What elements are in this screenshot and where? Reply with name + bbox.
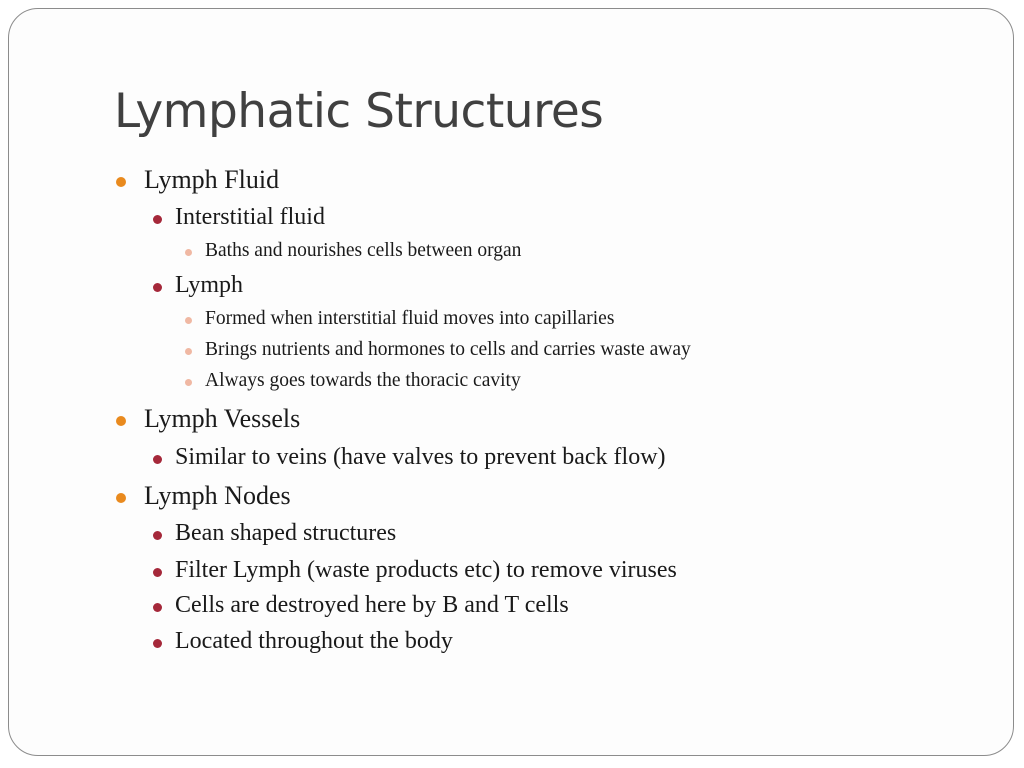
bullet-text: Similar to veins (have valves to prevent back flow) xyxy=(175,444,666,470)
bullet-dot-icon xyxy=(185,348,192,355)
bullet-dot-icon xyxy=(153,603,162,612)
bullet-dot-icon xyxy=(116,416,126,426)
bullet-dot-icon xyxy=(116,177,126,187)
bullet-item-filter-lymph xyxy=(175,557,677,584)
bullet-text: Brings nutrients and hormones to cells and carries waste away xyxy=(205,339,691,360)
bullet-item-always-goes xyxy=(205,370,521,392)
bullet-item-lymph-fluid xyxy=(144,165,279,195)
bullet-text: Cells are destroyed here by B and T cells xyxy=(175,592,569,618)
bullet-item-baths-nourishes xyxy=(205,240,521,262)
bullet-item-located-throughout xyxy=(175,628,453,655)
bullet-text: Baths and nourishes cells between organ xyxy=(205,240,522,261)
bullet-text: Filter Lymph (waste products etc) to remove viruses xyxy=(175,557,677,583)
bullet-item-similar-to-veins xyxy=(175,444,666,471)
bullet-item-lymph-vessels xyxy=(144,404,300,434)
bullet-item-brings-nutrients xyxy=(205,339,691,361)
bullet-text: Located throughout the body xyxy=(175,628,453,654)
bullet-item-lymph-nodes xyxy=(144,481,291,511)
bullet-text: Lymph xyxy=(175,272,244,298)
bullet-text: Lymph Vessels xyxy=(144,404,301,433)
bullet-dot-icon xyxy=(116,493,126,503)
bullet-item-interstitial-fluid xyxy=(175,204,325,231)
bullet-text: Formed when interstitial fluid moves into capillaries xyxy=(205,308,615,329)
bullet-text: Lymph Nodes xyxy=(144,481,291,510)
bullet-dot-icon xyxy=(185,317,192,324)
bullet-dot-icon xyxy=(185,379,192,386)
bullet-dot-icon xyxy=(153,455,162,464)
bullet-dot-icon xyxy=(153,639,162,648)
bullet-dot-icon xyxy=(153,568,162,577)
bullet-item-lymph xyxy=(175,272,243,299)
bullet-item-formed-when xyxy=(205,308,614,330)
bullet-text: Bean shaped structures xyxy=(175,520,397,546)
bullet-text: Lymph Fluid xyxy=(144,165,280,194)
bullet-text: Interstitial fluid xyxy=(175,204,325,230)
bullet-dot-icon xyxy=(153,283,162,292)
bullet-dot-icon xyxy=(185,249,192,256)
slide-title: Lymphatic Structures xyxy=(114,84,604,139)
bullet-item-bean-shaped xyxy=(175,520,396,547)
bullet-dot-icon xyxy=(153,531,162,540)
bullet-item-cells-destroyed xyxy=(175,592,569,619)
bullet-text: Always goes towards the thoracic cavity xyxy=(205,370,521,391)
bullet-dot-icon xyxy=(153,215,162,224)
